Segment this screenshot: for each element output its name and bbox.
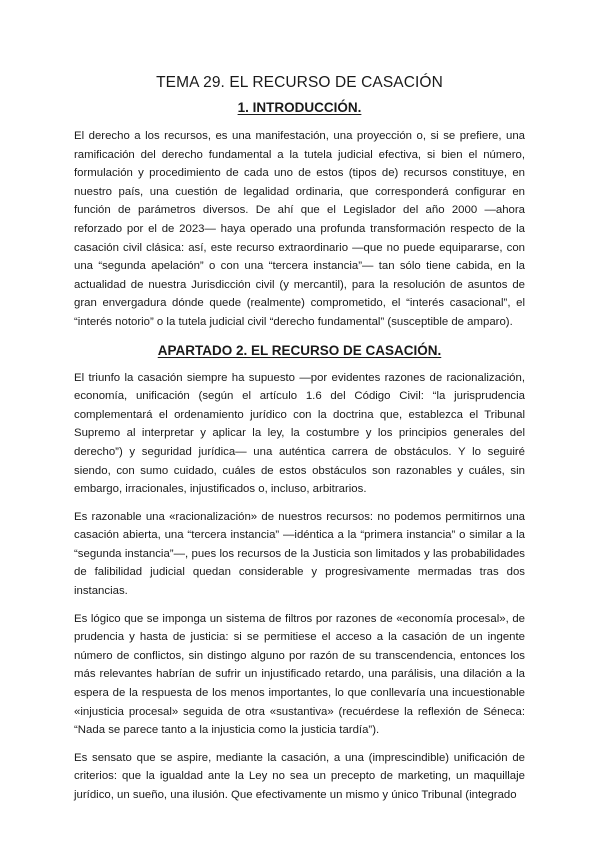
paragraph: Es lógico que se imponga un sistema de filtros por razones de «economía procesal», de prudencia y hasta de justicia: si se permitiese el acceso a la casación de un ingente número de conflictos, sin distingo alguno por razón de su transcendencia, entonces los más relevantes habrían de sufrir un injustificado retardo, una parálisis, una dilación a la espera de la respuesta de los menos importantes, lo que conllevaría una incuestionable «injusticia procesal» seguida de otra «sustantiva» (recuérdese la reflexión de Séneca: “Nada se parece tanto a la injusticia como la justicia tardía”). [74,612,525,737]
section-heading-recurso-casacion: APARTADO 2. EL RECURSO DE CASACIÓN. [157,342,442,358]
paragraph: El derecho a los recursos, es una manifestación, una proyección o, si se prefiere, una ramificación del derecho fundamental a la tutela judicial efectiva, si bien el número, formulación y procedimiento de cada uno de estos (tipos de) recursos constituye, en nuestro país, una cuestión de legalidad ordinaria, que corresponderá configurar en función de parámetros diversos. De ahí que el Legislador del año 2000 —ahora reforzado por el de 2023— haya operado una profunda transformación respecto de la casación civil clásica: así, este recurso extraordinario —que no puede equipararse, con una “segunda apelación” o con una “tercera instancia”— tan sólo tiene cabida, en la actualidad de nuestra Jurisdicción civil (y mercantil), para la resolución de asuntos de gran envergadura dónde quede (realmente) comprometido, el “interés casacional”, el “interés notorio” o la tutela judicial civil “derecho fundamental” (susceptible de amparo). [74,130,525,328]
paragraph: El triunfo la casación siempre ha supuesto —por evidentes razones de racionalización, economía, unificación (según el artículo 1.6 del Código Civil: “la jurisprudencia complementará el ordenamiento jurídico con la doctrina que, establezca el Tribunal Supremo al interpretar y aplicar la ley, la costumbre y los principios generales del derecho”) y seguridad jurídica— una auténtica carrera de obstáculos. Y lo seguiré siendo, con sumo cuidado, cuáles de estos obstáculos son razonables y cuáles, sin embargo, irracionales, injustificados o, incluso, arbitrarios. [74,371,525,496]
page-title: TEMA 29. EL RECURSO DE CASACIÓN [156,74,443,91]
paragraph: Es razonable una «racionalización» de nuestros recursos: no podemos permitirnos una casación abierta, una “tercera instancia” —idéntica a la “primera instancia” o similar a la “segunda instancia”—, pues los recursos de la Justicia son limitados y las probabilidades de falibilidad judicial quedan considerable y progresivamente mermadas tras dos instancias. [74,510,525,598]
paragraph: Es sensato que se aspire, mediante la casación, a una (imprescindible) unificación de criterios: que la igualdad ante la Ley no sea un precepto de marketing, un maquillaje jurídico, un sueño, una ilusión. Que efectivamente un mismo y único Tribunal (integrado [74,751,525,801]
section-heading-introduccion: 1. INTRODUCCIÓN. [237,100,362,115]
